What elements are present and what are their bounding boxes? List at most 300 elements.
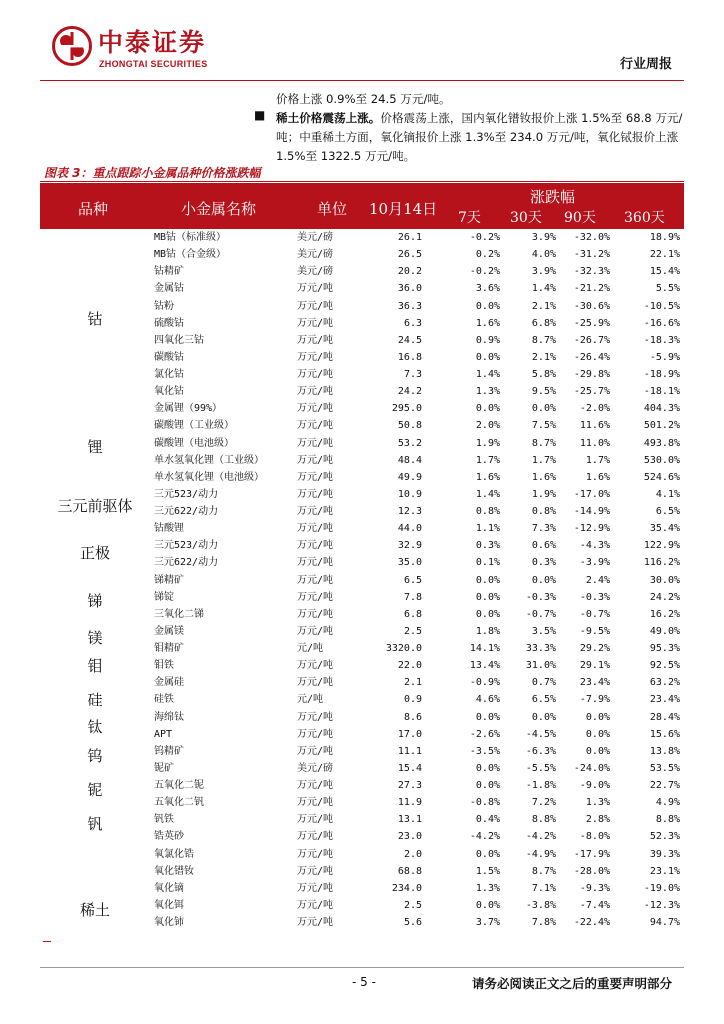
price-cell: 24.5 (397, 334, 422, 346)
metal-name-cell: 海绵钛 (154, 711, 184, 723)
change-90d-cell: 0.0% (585, 728, 610, 740)
unit-cell: 万元/吨 (297, 386, 334, 398)
unit-cell: 万元/吨 (297, 831, 334, 843)
group-label: 铌 (87, 781, 103, 799)
header-date: 10月14日 (369, 200, 438, 218)
unit-cell: 万元/吨 (297, 300, 334, 312)
change-360d-cell: -12.3% (643, 899, 680, 911)
change-30d-cell: -5.5% (525, 762, 556, 774)
unit-cell: 万元/吨 (297, 660, 334, 672)
unit-cell: 万元/吨 (297, 540, 334, 552)
price-cell: 8.6 (403, 711, 422, 723)
change-360d-cell: 530.0% (643, 454, 680, 466)
change-360d-cell: 122.9% (643, 540, 680, 552)
change-360d-cell: 524.6% (643, 471, 680, 483)
change-30d-cell: 2.1% (531, 351, 556, 363)
figure-title: 图表 3：重点跟踪小金属品种价格涨跌幅 (44, 166, 261, 180)
price-cell: 2.1 (403, 677, 422, 689)
change-360d-cell: 493.8% (643, 437, 680, 449)
change-90d-cell: -17.9% (573, 848, 610, 860)
change-30d-cell: 2.1% (531, 300, 556, 312)
price-cell: 6.8 (403, 608, 422, 620)
table-row (40, 469, 684, 486)
figure-divider (40, 181, 684, 182)
table-row (40, 366, 684, 383)
change-7d-cell: 1.1% (475, 523, 500, 535)
change-360d-cell: 94.7% (649, 917, 680, 928)
unit-cell: 万元/吨 (297, 865, 334, 877)
metal-name-cell: 氧化钴 (154, 386, 184, 398)
change-7d-cell: -0.8% (469, 797, 500, 809)
change-360d-cell: 52.3% (649, 831, 680, 843)
group-label: 钨 (87, 747, 103, 765)
change-30d-cell: 0.3% (531, 557, 556, 569)
metal-name-cell: 单水氢氧化锂（电池级） (154, 471, 264, 483)
table-header (40, 183, 684, 229)
change-7d-cell: 0.0% (475, 848, 500, 860)
change-90d-cell: -8.0% (579, 831, 610, 843)
price-cell: 5.6 (403, 917, 422, 928)
change-7d-cell: 1.3% (475, 386, 500, 398)
metal-name-cell: 锆英砂 (154, 831, 184, 843)
unit-cell: 万元/吨 (297, 454, 334, 466)
metal-name-cell: 氧化镝 (154, 882, 184, 894)
metal-name-cell: 金属钴 (154, 283, 184, 295)
metal-name-cell: 锑锭 (154, 591, 174, 603)
footer-divider (40, 967, 684, 968)
change-360d-cell: 95.3% (649, 643, 680, 654)
unit-cell: 万元/吨 (297, 728, 334, 740)
unit-cell: 元/吨 (297, 643, 324, 654)
change-360d-cell: 22.7% (649, 780, 680, 791)
unit-cell: 美元/磅 (297, 762, 334, 774)
disclaimer: 请务必阅读正文之后的重要声明部分 (471, 976, 672, 991)
price-cell: 10.9 (397, 488, 422, 500)
group-label: 硅 (87, 691, 103, 709)
price-cell: 0.9 (403, 694, 422, 706)
price-cell: 17.0 (397, 728, 422, 740)
change-30d-cell: 0.0% (531, 574, 556, 586)
change-360d-cell: 501.2% (643, 420, 680, 432)
change-90d-cell: 2.4% (585, 574, 610, 586)
change-30d-cell: -0.3% (525, 591, 556, 603)
change-30d-cell: -4.9% (525, 848, 556, 860)
change-360d-cell: 23.1% (649, 865, 680, 877)
change-360d-cell: -19.0% (643, 882, 680, 894)
metal-name-cell: 碳酸钴 (154, 351, 184, 363)
change-360d-cell: 4.1% (655, 488, 680, 500)
paragraph-lead: 稀土价格震荡上涨。 (276, 111, 381, 125)
metal-name-cell: 氧化铒 (154, 899, 184, 911)
change-30d-cell: 0.7% (531, 677, 556, 689)
change-360d-cell: 4.9% (655, 797, 680, 809)
table-end-mark (43, 941, 51, 942)
change-7d-cell: 0.9% (475, 334, 500, 346)
unit-cell: 万元/吨 (297, 797, 334, 809)
metal-name-cell: 氯化钴 (154, 369, 184, 380)
change-7d-cell: -3.5% (469, 745, 500, 757)
metal-name-cell: 氧氯化锆 (154, 848, 194, 860)
change-90d-cell: 2.8% (585, 814, 610, 826)
price-cell: 2.0 (403, 848, 422, 860)
change-7d-cell: 1.7% (475, 454, 500, 466)
change-30d-cell: 6.8% (531, 317, 556, 329)
metal-name-cell: 五氧化二铌 (154, 780, 204, 791)
change-7d-cell: 13.4% (469, 660, 500, 672)
change-360d-cell: 13.8% (649, 745, 680, 757)
unit-cell: 万元/吨 (297, 334, 334, 346)
price-cell: 44.0 (397, 523, 422, 535)
report-type: 行业周报 (619, 57, 672, 72)
change-30d-cell: -4.2% (525, 831, 556, 843)
change-90d-cell: 0.0% (585, 711, 610, 723)
price-cell: 50.8 (397, 420, 422, 432)
price-cell: 24.2 (397, 386, 422, 398)
unit-cell: 万元/吨 (297, 780, 334, 791)
change-30d-cell: 1.7% (531, 454, 556, 466)
unit-cell: 万元/吨 (297, 574, 334, 586)
brand-name-en: ZHONGTAI SECURITIES (99, 59, 208, 69)
change-90d-cell: -30.6% (573, 300, 610, 312)
change-90d-cell: -2.0% (579, 403, 610, 415)
group-label: 锂 (87, 438, 103, 456)
change-7d-cell: 0.0% (475, 762, 500, 774)
metal-name-cell: 钴酸锂 (154, 523, 184, 535)
change-30d-cell: 9.5% (531, 386, 556, 398)
change-90d-cell: -25.7% (573, 386, 610, 398)
price-cell: 6.5 (403, 574, 422, 586)
table-row (40, 349, 684, 366)
unit-cell: 美元/磅 (297, 266, 334, 278)
change-30d-cell: -4.5% (525, 728, 556, 740)
change-360d-cell: -18.3% (643, 334, 680, 346)
change-90d-cell: -26.4% (573, 351, 610, 363)
price-cell: 20.2 (397, 266, 422, 278)
change-360d-cell: 23.4% (649, 694, 680, 706)
unit-cell: 元/吨 (297, 694, 324, 706)
unit-cell: 万元/吨 (297, 591, 334, 603)
change-90d-cell: -26.7% (573, 334, 610, 346)
price-cell: 7.8 (403, 591, 422, 603)
metal-name-cell: 四氧化三钴 (154, 334, 204, 346)
change-360d-cell: 28.4% (649, 711, 680, 723)
change-90d-cell: -0.7% (579, 608, 610, 620)
price-cell: 26.5 (397, 249, 422, 261)
change-90d-cell: -7.9% (579, 694, 610, 706)
group-label: 钴 (87, 310, 103, 328)
change-30d-cell: 7.8% (531, 917, 556, 928)
change-30d-cell: 7.5% (531, 420, 556, 432)
change-90d-cell: -9.0% (579, 780, 610, 791)
header-variety: 品种 (78, 200, 109, 218)
change-7d-cell: 1.3% (475, 882, 500, 894)
unit-cell: 万元/吨 (297, 899, 334, 911)
change-360d-cell: 39.3% (649, 848, 680, 860)
change-360d-cell: 8.8% (655, 814, 680, 826)
change-90d-cell: 0.0% (585, 745, 610, 757)
change-90d-cell: -9.5% (579, 625, 610, 637)
change-360d-cell: 116.2% (643, 557, 680, 569)
change-90d-cell: -25.9% (573, 317, 610, 329)
header-7d: 7天 (458, 210, 481, 226)
change-90d-cell: 29.2% (579, 643, 610, 654)
price-cell: 68.8 (397, 865, 422, 877)
change-7d-cell: 0.0% (475, 591, 500, 603)
metal-name-cell: 硫酸钴 (154, 317, 184, 329)
change-7d-cell: 1.4% (475, 369, 500, 380)
price-cell: 295.0 (391, 403, 422, 415)
change-30d-cell: 7.1% (531, 882, 556, 894)
change-7d-cell: -0.2% (469, 232, 500, 243)
change-30d-cell: 5.8% (531, 369, 556, 380)
price-cell: 7.3 (403, 369, 422, 380)
group-label: 正极 (79, 544, 110, 562)
change-7d-cell: -2.6% (469, 728, 500, 740)
change-30d-cell: 3.9% (531, 266, 556, 278)
metal-name-cell: 铌矿 (154, 762, 174, 774)
header-unit: 单位 (317, 200, 348, 218)
price-cell: 48.4 (397, 454, 422, 466)
price-cell: 27.3 (397, 780, 422, 791)
change-90d-cell: -31.2% (573, 249, 610, 261)
change-7d-cell: 1.6% (475, 317, 500, 329)
metal-name-cell: 钴精矿 (154, 266, 184, 278)
metal-name-cell: 金属镁 (154, 625, 184, 637)
change-7d-cell: 3.6% (475, 283, 500, 295)
metal-name-cell: 氧化铈 (154, 917, 184, 928)
metal-name-cell: 钴粉 (154, 300, 174, 312)
price-cell: 35.0 (397, 557, 422, 569)
change-7d-cell: 0.8% (475, 506, 500, 517)
metal-name-cell: 碳酸锂（电池级） (154, 437, 234, 449)
change-90d-cell: -21.2% (573, 283, 610, 295)
metal-name-cell: MB钴（合金级） (154, 249, 227, 261)
change-90d-cell: -7.4% (579, 899, 610, 911)
unit-cell: 万元/吨 (297, 317, 334, 329)
change-30d-cell: 3.5% (531, 625, 556, 637)
change-7d-cell: 0.0% (475, 300, 500, 312)
change-90d-cell: -32.3% (573, 266, 610, 278)
table-row (40, 400, 684, 417)
price-cell: 49.9 (397, 471, 422, 483)
price-cell: 3320.0 (385, 643, 422, 654)
unit-cell: 万元/吨 (297, 351, 334, 363)
table-row (40, 846, 684, 863)
change-30d-cell: 3.9% (531, 232, 556, 243)
change-90d-cell: -29.8% (573, 369, 610, 380)
change-7d-cell: 0.0% (475, 899, 500, 911)
metal-name-cell: APT (154, 728, 173, 740)
body-paragraph-2 (276, 109, 684, 166)
price-cell: 53.2 (397, 437, 422, 449)
unit-cell: 万元/吨 (297, 848, 334, 860)
change-7d-cell: 0.0% (475, 403, 500, 415)
unit-cell: 万元/吨 (297, 283, 334, 295)
change-30d-cell: 6.5% (531, 694, 556, 706)
change-7d-cell: 1.5% (475, 865, 500, 877)
change-90d-cell: -32.0% (573, 232, 610, 243)
table-row (40, 572, 684, 589)
change-360d-cell: 22.1% (649, 249, 680, 261)
change-90d-cell: 1.3% (585, 797, 610, 809)
change-7d-cell: 4.6% (475, 694, 500, 706)
change-7d-cell: 0.1% (475, 557, 500, 569)
price-cell: 15.4 (397, 762, 422, 774)
change-7d-cell: 3.7% (475, 917, 500, 928)
price-cell: 6.3 (403, 317, 422, 329)
change-30d-cell: 1.6% (531, 471, 556, 483)
metal-name-cell: MB钴（标准级） (154, 232, 227, 243)
metal-name-cell: 三元622/动力 (154, 557, 219, 569)
table-row (40, 520, 684, 537)
zhongtai-logo-icon (52, 26, 92, 66)
unit-cell: 万元/吨 (297, 608, 334, 620)
change-360d-cell: -18.9% (643, 369, 680, 380)
change-90d-cell: -14.9% (573, 506, 610, 517)
header-30d: 30天 (510, 210, 542, 226)
change-30d-cell: 4.0% (531, 249, 556, 261)
change-7d-cell: 14.1% (469, 643, 500, 654)
change-360d-cell: -18.1% (643, 386, 680, 398)
change-360d-cell: 24.2% (649, 591, 680, 603)
unit-cell: 万元/吨 (297, 557, 334, 569)
change-360d-cell: -16.6% (643, 317, 680, 329)
table-row (40, 263, 684, 280)
change-360d-cell: 35.4% (649, 523, 680, 535)
price-cell: 13.1 (397, 814, 422, 826)
unit-cell: 万元/吨 (297, 814, 334, 826)
change-30d-cell: 8.8% (531, 814, 556, 826)
change-360d-cell: 63.2% (649, 677, 680, 689)
change-30d-cell: 7.2% (531, 797, 556, 809)
metal-name-cell: 三元523/动力 (154, 540, 219, 552)
metal-name-cell: 碳酸锂（工业级） (154, 420, 234, 432)
change-90d-cell: 11.6% (579, 420, 610, 432)
table-row (40, 383, 684, 400)
unit-cell: 万元/吨 (297, 625, 334, 637)
price-cell: 32.9 (397, 540, 422, 552)
change-360d-cell: 404.3% (643, 403, 680, 415)
price-cell: 11.9 (397, 797, 422, 809)
change-360d-cell: 49.0% (649, 625, 680, 637)
change-30d-cell: 1.4% (531, 283, 556, 295)
change-360d-cell: 30.0% (649, 574, 680, 586)
change-30d-cell: 0.0% (531, 711, 556, 723)
change-30d-cell: 0.6% (531, 540, 556, 552)
change-360d-cell: 15.6% (649, 728, 680, 740)
change-30d-cell: 1.9% (531, 488, 556, 500)
price-cell: 36.3 (397, 300, 422, 312)
unit-cell: 万元/吨 (297, 523, 334, 535)
change-7d-cell: 1.4% (475, 488, 500, 500)
table-row (40, 280, 684, 297)
metal-name-cell: 氧化镨钕 (154, 865, 194, 877)
group-label: 钛 (87, 718, 103, 736)
change-30d-cell: 8.7% (531, 437, 556, 449)
group-label: 钼 (87, 657, 103, 675)
unit-cell: 万元/吨 (297, 437, 334, 449)
metal-name-cell: 金属硅 (154, 677, 184, 689)
change-30d-cell: 0.0% (531, 403, 556, 415)
change-30d-cell: -3.8% (525, 899, 556, 911)
group-label: 钒 (87, 815, 103, 833)
change-90d-cell: -0.3% (579, 591, 610, 603)
change-7d-cell: 0.3% (475, 540, 500, 552)
header-name: 小金属名称 (181, 200, 257, 218)
price-cell: 2.5 (403, 625, 422, 637)
header-divider (40, 80, 684, 81)
unit-cell: 美元/磅 (297, 232, 334, 243)
change-90d-cell: -12.9% (573, 523, 610, 535)
unit-cell: 万元/吨 (297, 403, 334, 415)
change-90d-cell: -17.0% (573, 488, 610, 500)
change-7d-cell: -0.9% (469, 677, 500, 689)
change-7d-cell: -0.2% (469, 266, 500, 278)
change-7d-cell: 1.9% (475, 437, 500, 449)
table-row (40, 880, 684, 897)
change-7d-cell: -4.2% (469, 831, 500, 843)
change-30d-cell: 7.3% (531, 523, 556, 535)
change-7d-cell: 0.2% (475, 249, 500, 261)
body-line-1: 价格上涨 0.9%至 24.5 万元/吨。 (276, 92, 451, 106)
change-90d-cell: 1.6% (585, 471, 610, 483)
price-cell: 22.0 (397, 660, 422, 672)
change-360d-cell: -5.9% (649, 351, 680, 363)
change-30d-cell: -0.7% (525, 608, 556, 620)
change-360d-cell: 16.2% (649, 608, 680, 620)
group-label: 三元前驱体 (57, 497, 133, 515)
change-360d-cell: 92.5% (649, 660, 680, 672)
change-30d-cell: 0.8% (531, 506, 556, 517)
metal-name-cell: 钼精矿 (154, 643, 184, 654)
unit-cell: 万元/吨 (297, 488, 334, 500)
unit-cell: 万元/吨 (297, 420, 334, 432)
unit-cell: 美元/磅 (297, 249, 334, 261)
price-cell: 23.0 (397, 831, 422, 843)
table-row (40, 417, 684, 434)
change-90d-cell: 1.7% (585, 454, 610, 466)
group-label: 锑 (87, 592, 103, 610)
change-90d-cell: -24.0% (573, 762, 610, 774)
change-30d-cell: 33.3% (525, 643, 556, 654)
unit-cell: 万元/吨 (297, 677, 334, 689)
change-7d-cell: 0.0% (475, 574, 500, 586)
brand-name-cn: 中泰证券 (98, 28, 207, 57)
change-30d-cell: 8.7% (531, 865, 556, 877)
change-7d-cell: 1.6% (475, 471, 500, 483)
change-360d-cell: 6.5% (655, 506, 680, 517)
change-90d-cell: 11.0% (579, 437, 610, 449)
table-row (40, 863, 684, 880)
change-90d-cell: -28.0% (573, 865, 610, 877)
change-360d-cell: -10.5% (643, 300, 680, 312)
change-90d-cell: -4.3% (579, 540, 610, 552)
price-cell: 16.8 (397, 351, 422, 363)
metal-name-cell: 金属锂（99%） (154, 403, 223, 415)
unit-cell: 万元/吨 (297, 745, 334, 757)
change-360d-cell: 5.5% (655, 283, 680, 295)
change-7d-cell: 0.4% (475, 814, 500, 826)
change-360d-cell: 15.4% (649, 266, 680, 278)
price-cell: 234.0 (391, 882, 422, 894)
paragraph-rest: 价格震荡上涨，国内氧化镨钕报价上涨 1.5%至 68.8 万元/吨；中重稀土方面，氧化镝报价上涨 1.3%至 234.0 万元/吨，氧化铽报价上涨 1.5%至 1322.5 万元/吨。 (276, 111, 683, 163)
metal-name-cell: 三元523/动力 (154, 488, 219, 500)
metal-name-cell: 三元622/动力 (154, 506, 219, 517)
change-30d-cell: 8.7% (531, 334, 556, 346)
change-30d-cell: 31.0% (525, 660, 556, 672)
change-90d-cell: -3.9% (579, 557, 610, 569)
group-label: 镁 (87, 629, 103, 647)
